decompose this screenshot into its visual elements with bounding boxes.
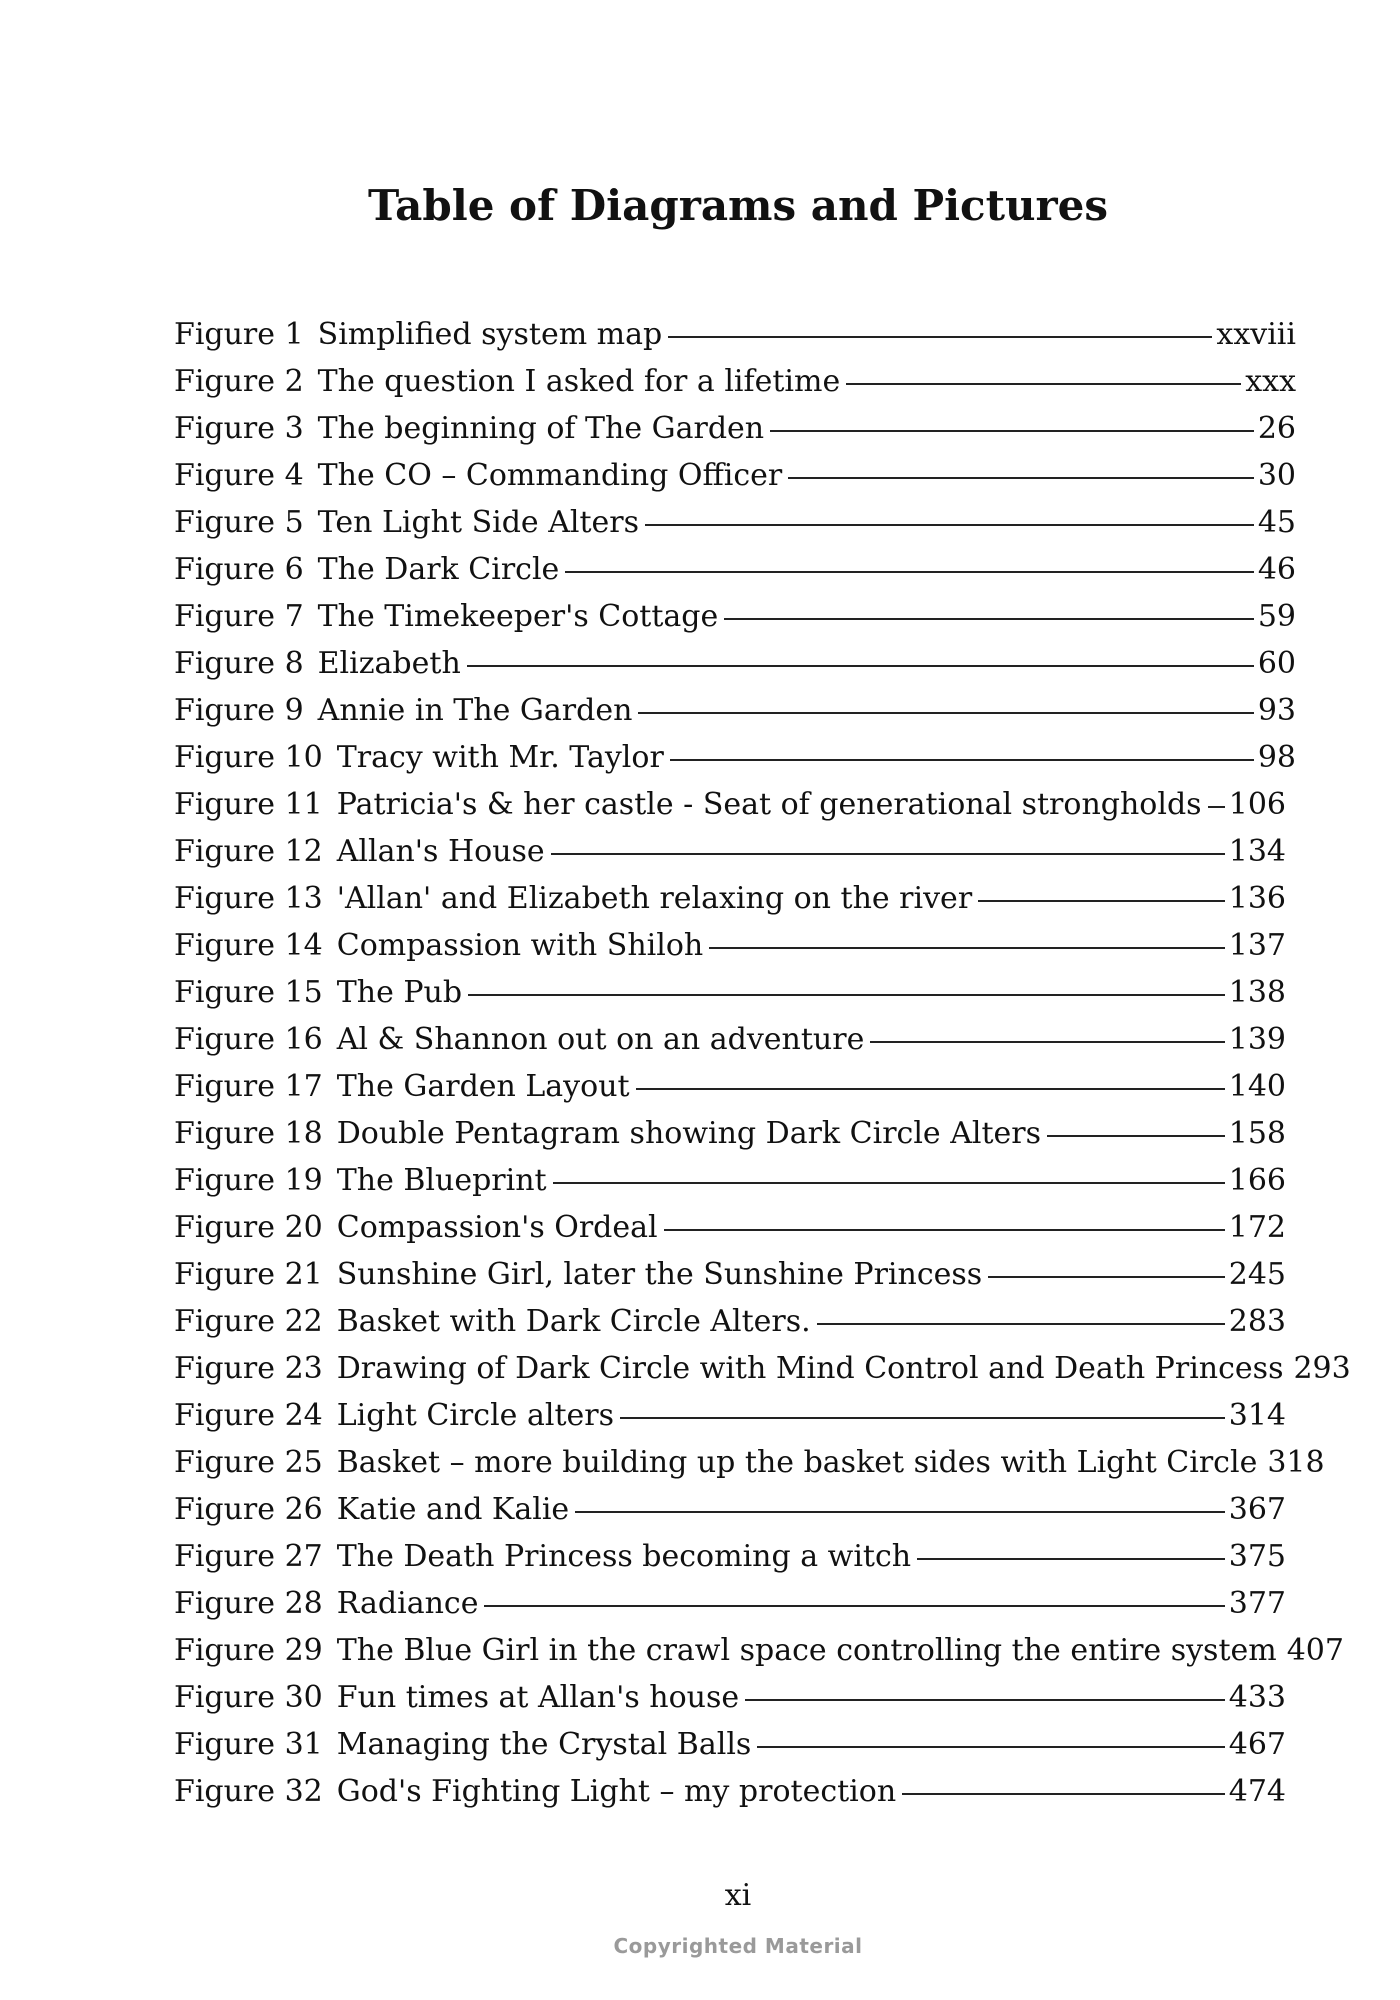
figure-page-number: 158 (1228, 1116, 1286, 1151)
toc-entry (174, 1345, 1351, 1392)
figure-label: Figure 10 (174, 740, 323, 775)
figure-label: Figure 26 (174, 1492, 323, 1527)
figure-label: Figure 29 (174, 1633, 323, 1668)
copyright-notice: Copyrighted Material (613, 1934, 863, 1958)
toc-entry (174, 640, 1296, 687)
figure-label: Figure 7 (174, 599, 304, 634)
leader-line (668, 336, 1212, 338)
figure-label: Figure 20 (174, 1210, 323, 1245)
figure-title: Radiance (336, 1586, 479, 1621)
leader-line (988, 1276, 1225, 1278)
toc-entry (174, 875, 1296, 922)
figure-page-number: 139 (1228, 1022, 1286, 1057)
leader-line (645, 524, 1254, 526)
figure-page-number: 407 (1286, 1633, 1344, 1668)
leader-line (978, 900, 1225, 902)
figure-title: 'Allan' and Elizabeth relaxing on the river (336, 881, 973, 916)
toc-entry (174, 452, 1296, 499)
toc-entry (174, 1063, 1296, 1110)
figure-label: Figure 16 (174, 1022, 323, 1057)
figure-title: Al & Shannon out on an adventure (336, 1022, 865, 1057)
figure-title: Simplified system map (317, 317, 663, 352)
figure-title: Tracy with Mr. Taylor (336, 740, 664, 775)
toc-entry (174, 1251, 1296, 1298)
figure-label: Figure 2 (174, 364, 304, 399)
figure-title: Katie and Kalie (336, 1492, 570, 1527)
figure-title: Light Circle alters (336, 1398, 614, 1433)
toc-entry (174, 1298, 1296, 1345)
toc-entry (174, 1627, 1344, 1674)
leader-line (638, 712, 1253, 714)
figure-title: Compassion with Shiloh (336, 928, 704, 963)
figure-title: The CO – Commanding Officer (317, 458, 783, 493)
figure-title: The Dark Circle (317, 552, 560, 587)
figure-title: Ten Light Side Alters (317, 505, 640, 540)
leader-line (467, 665, 1254, 667)
figure-page-number: 136 (1228, 881, 1286, 916)
figure-title: Fun times at Allan's house (336, 1680, 740, 1715)
figure-page-number: 46 (1257, 552, 1296, 587)
figure-page-number: 45 (1257, 505, 1296, 540)
leader-line (484, 1605, 1224, 1607)
figure-label: Figure 21 (174, 1257, 323, 1292)
figure-label: Figure 30 (174, 1680, 323, 1715)
figure-page-number: 367 (1228, 1492, 1286, 1527)
figure-page-number: xxviii (1216, 317, 1296, 352)
figure-label: Figure 5 (174, 505, 304, 540)
leader-line (846, 383, 1241, 385)
figure-page-number: 98 (1257, 740, 1296, 775)
figure-label: Figure 13 (174, 881, 323, 916)
table-of-figures (174, 311, 1351, 1815)
figure-title: Managing the Crystal Balls (336, 1727, 752, 1762)
figure-page-number: 314 (1228, 1398, 1286, 1433)
figure-label: Figure 4 (174, 458, 304, 493)
leader-line (670, 759, 1254, 761)
figure-title: Drawing of Dark Circle with Mind Control and Death Princess (336, 1351, 1284, 1386)
toc-entry (174, 687, 1296, 734)
toc-entry (174, 1533, 1296, 1580)
figure-title: God's Fighting Light – my protection (336, 1774, 897, 1809)
figure-page-number: 138 (1228, 975, 1286, 1010)
figure-label: Figure 3 (174, 411, 304, 446)
leader-line (620, 1417, 1225, 1419)
toc-entry (174, 1110, 1296, 1157)
toc-entry (174, 1016, 1296, 1063)
figure-page-number: 60 (1257, 646, 1296, 681)
leader-line (770, 430, 1254, 432)
figure-title: The question I asked for a lifetime (317, 364, 841, 399)
figure-title: Elizabeth (317, 646, 461, 681)
page-number: xi (724, 1878, 752, 1913)
toc-entry (174, 546, 1296, 593)
figure-title: Patricia's & her castle - Seat of generational strongholds (336, 787, 1202, 822)
figure-label: Figure 12 (174, 834, 323, 869)
leader-line (1208, 806, 1225, 808)
figure-title: Basket with Dark Circle Alters. (336, 1304, 811, 1339)
toc-entry (174, 1768, 1296, 1815)
figure-title: Basket – more building up the basket sides with Light Circle (336, 1445, 1258, 1480)
figure-page-number: 318 (1267, 1445, 1325, 1480)
figure-page-number: 134 (1228, 834, 1286, 869)
figure-page-number: 140 (1228, 1069, 1286, 1104)
toc-entry (174, 1674, 1296, 1721)
figure-page-number: 93 (1257, 693, 1296, 728)
figure-page-number: 137 (1228, 928, 1286, 963)
figure-label: Figure 19 (174, 1163, 323, 1198)
figure-page-number: 433 (1228, 1680, 1286, 1715)
leader-line (788, 477, 1254, 479)
toc-entry (174, 922, 1296, 969)
figure-label: Figure 15 (174, 975, 323, 1010)
leader-line (664, 1229, 1225, 1231)
figure-title: The Blueprint (336, 1163, 547, 1198)
figure-page-number: 166 (1228, 1163, 1286, 1198)
toc-entry (174, 781, 1296, 828)
toc-entry (174, 1392, 1296, 1439)
toc-entry (174, 1486, 1296, 1533)
leader-line (551, 853, 1225, 855)
figure-page-number: 474 (1228, 1774, 1286, 1809)
leader-line (709, 947, 1224, 949)
figure-page-number: 30 (1257, 458, 1296, 493)
toc-entry (174, 1439, 1325, 1486)
figure-page-number: 59 (1257, 599, 1296, 634)
leader-line (917, 1558, 1225, 1560)
figure-label: Figure 32 (174, 1774, 323, 1809)
leader-line (724, 618, 1254, 620)
figure-page-number: 375 (1228, 1539, 1286, 1574)
leader-line (902, 1793, 1225, 1795)
leader-line (468, 994, 1225, 996)
toc-entry (174, 311, 1296, 358)
toc-entry (174, 405, 1296, 452)
figure-title: Annie in The Garden (317, 693, 633, 728)
figure-label: Figure 11 (174, 787, 323, 822)
toc-entry (174, 593, 1296, 640)
leader-line (870, 1041, 1224, 1043)
figure-label: Figure 23 (174, 1351, 323, 1386)
figure-title: Compassion's Ordeal (336, 1210, 658, 1245)
figure-page-number: 293 (1293, 1351, 1351, 1386)
leader-line (817, 1323, 1225, 1325)
figure-label: Figure 8 (174, 646, 304, 681)
leader-line (575, 1511, 1225, 1513)
figure-page-number: 283 (1228, 1304, 1286, 1339)
figure-page-number: xxx (1245, 364, 1296, 399)
toc-entry (174, 358, 1296, 405)
figure-label: Figure 24 (174, 1398, 323, 1433)
figure-title: The Garden Layout (336, 1069, 630, 1104)
figure-page-number: 245 (1228, 1257, 1286, 1292)
toc-entry (174, 1580, 1296, 1627)
figure-page-number: 467 (1228, 1727, 1286, 1762)
figure-label: Figure 27 (174, 1539, 323, 1574)
figure-label: Figure 17 (174, 1069, 323, 1104)
figure-label: Figure 1 (174, 317, 304, 352)
figure-label: Figure 22 (174, 1304, 323, 1339)
figure-label: Figure 25 (174, 1445, 323, 1480)
figure-label: Figure 14 (174, 928, 323, 963)
figure-title: Allan's House (336, 834, 545, 869)
leader-line (565, 571, 1254, 573)
toc-entry (174, 499, 1296, 546)
figure-title: The Blue Girl in the crawl space controlling the entire system (336, 1633, 1277, 1668)
figure-title: The Pub (336, 975, 463, 1010)
leader-line (553, 1182, 1225, 1184)
toc-entry (174, 1204, 1296, 1251)
figure-title: The Death Princess becoming a witch (336, 1539, 912, 1574)
figure-label: Figure 31 (174, 1727, 323, 1762)
figure-label: Figure 18 (174, 1116, 323, 1151)
figure-label: Figure 28 (174, 1586, 323, 1621)
leader-line (757, 1746, 1224, 1748)
figure-label: Figure 6 (174, 552, 304, 587)
toc-entry (174, 734, 1296, 781)
figure-page-number: 106 (1228, 787, 1286, 822)
figure-title: The Timekeeper's Cottage (317, 599, 719, 634)
figure-title: Double Pentagram showing Dark Circle Alters (336, 1116, 1042, 1151)
toc-entry (174, 1157, 1296, 1204)
toc-entry (174, 828, 1296, 875)
leader-line (636, 1088, 1225, 1090)
toc-entry (174, 1721, 1296, 1768)
figure-page-number: 172 (1228, 1210, 1286, 1245)
figure-title: Sunshine Girl, later the Sunshine Princess (336, 1257, 983, 1292)
figure-label: Figure 9 (174, 693, 304, 728)
leader-line (1047, 1135, 1225, 1137)
toc-entry (174, 969, 1296, 1016)
page-title: Table of Diagrams and Pictures (367, 181, 1109, 230)
figure-page-number: 377 (1228, 1586, 1286, 1621)
leader-line (745, 1699, 1225, 1701)
figure-title: The beginning of The Garden (317, 411, 765, 446)
figure-page-number: 26 (1257, 411, 1296, 446)
